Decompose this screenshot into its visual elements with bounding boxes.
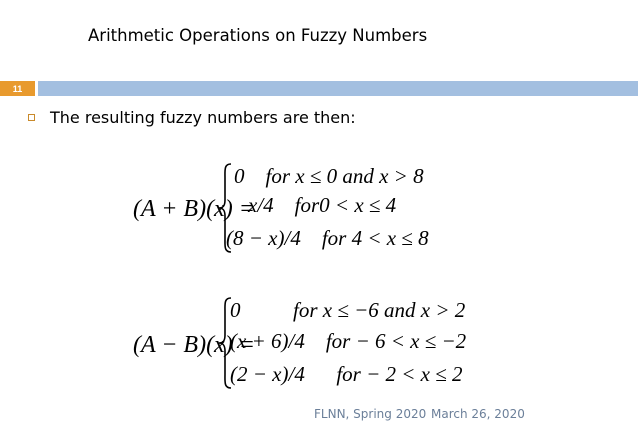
footer-course: FLNN, Spring 2020 [314,407,427,421]
equation-sum-case-2: x/4 for0 < x ≤ 4 [248,193,397,217]
bullet-text: The resulting fuzzy numbers are then: [50,108,356,127]
slide-number: 11 [12,83,23,94]
equation-sum-lhs: (A + B)(x) = [133,196,255,222]
equation-sum-case-1: 0 for x ≤ 0 and x > 8 [234,164,424,188]
equation-sum-case-3: (8 − x)/4 for 4 < x ≤ 8 [226,226,429,250]
footer-date: March 26, 2020 [431,407,525,421]
slide-title: Arithmetic Operations on Fuzzy Numbers [88,26,428,45]
equation-difference-case-2: (x + 6)/4 for − 6 < x ≤ −2 [230,329,467,353]
slide-number-badge [0,81,35,96]
equation-difference-case-1: 0 for x ≤ −6 and x > 2 [230,298,466,322]
square-bullet-icon [28,114,35,121]
header-bar [38,81,638,96]
equation-difference-case-3: (2 − x)/4 for − 2 < x ≤ 2 [230,362,463,386]
equation-difference-lhs: (A − B)(x) = [133,332,255,358]
